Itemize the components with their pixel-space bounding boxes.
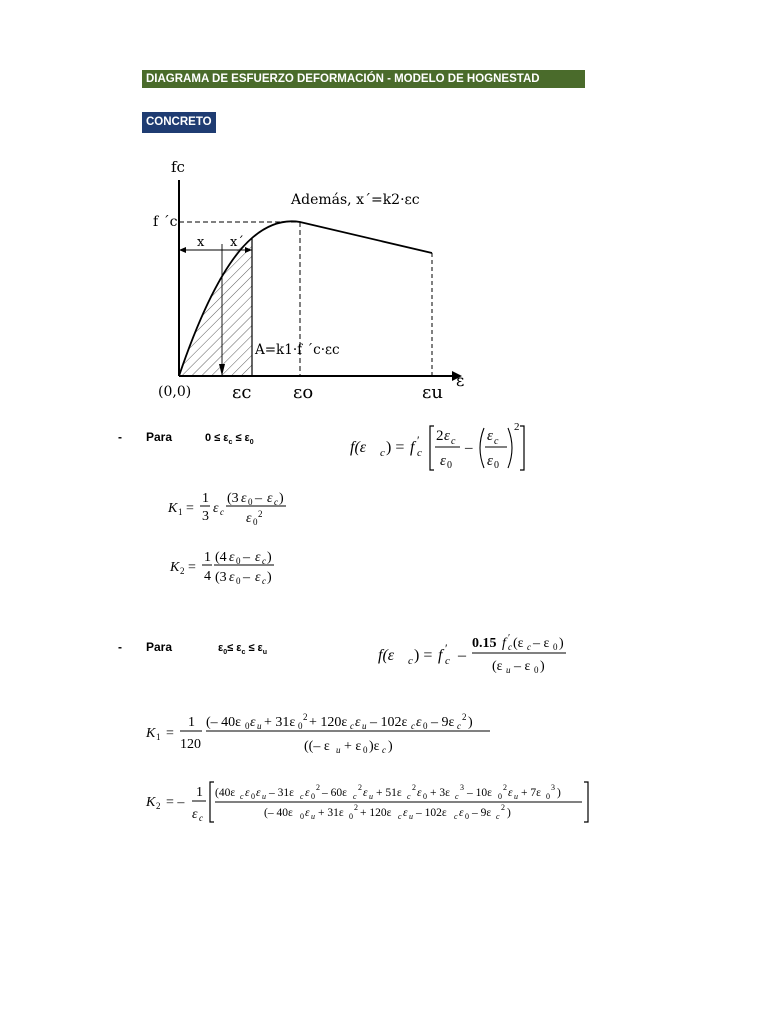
svg-text:c: c bbox=[199, 813, 203, 823]
case1-bullet: - bbox=[118, 430, 122, 444]
formula-k1-case1 bbox=[168, 488, 298, 528]
svg-text:=: = bbox=[186, 501, 194, 516]
case2-condition bbox=[218, 642, 267, 656]
svg-text:K: K bbox=[146, 795, 156, 810]
svg-text:ε: ε bbox=[403, 807, 408, 819]
svg-text:2: 2 bbox=[412, 783, 416, 792]
svg-text:K: K bbox=[168, 501, 178, 516]
svg-text:– 60ε: – 60ε bbox=[322, 787, 347, 799]
svg-text:3: 3 bbox=[551, 783, 555, 792]
svg-text:u: u bbox=[409, 812, 413, 821]
svg-text:2: 2 bbox=[258, 509, 263, 519]
svg-text:ε: ε bbox=[246, 511, 252, 526]
svg-text:–: – bbox=[243, 570, 250, 585]
svg-text:u: u bbox=[257, 721, 262, 731]
svg-text:3: 3 bbox=[460, 783, 464, 792]
svg-text:1: 1 bbox=[202, 491, 209, 506]
svg-text:K: K bbox=[170, 560, 180, 575]
svg-text:–: – bbox=[243, 550, 250, 565]
svg-text:(3: (3 bbox=[227, 491, 239, 506]
svg-text:0: 0 bbox=[236, 556, 241, 566]
svg-text:1: 1 bbox=[196, 785, 203, 800]
svg-text:ε: ε bbox=[508, 787, 513, 799]
case2-para: Para bbox=[146, 640, 173, 654]
svg-text:c: c bbox=[454, 812, 458, 821]
svg-text:c: c bbox=[508, 642, 512, 652]
svg-text:c: c bbox=[445, 655, 450, 667]
case2-sub-0: 0 bbox=[223, 649, 228, 657]
svg-text:(ε: (ε bbox=[492, 659, 503, 674]
svg-text:K: K bbox=[146, 726, 156, 741]
svg-text:f(ε: f(ε bbox=[378, 647, 395, 664]
formula-k2-case2 bbox=[146, 778, 596, 826]
svg-text:ε: ε bbox=[487, 428, 493, 444]
svg-text:f: f bbox=[502, 636, 506, 651]
svg-text:2: 2 bbox=[156, 801, 161, 811]
svg-text:u: u bbox=[362, 721, 367, 731]
svg-text:ε: ε bbox=[245, 787, 250, 799]
svg-text:c: c bbox=[262, 556, 266, 566]
svg-text:c: c bbox=[451, 436, 456, 447]
svg-text:): ) bbox=[468, 715, 473, 730]
svg-text:((– ε: ((– ε bbox=[304, 739, 330, 754]
svg-text:0: 0 bbox=[349, 812, 353, 821]
svg-text:′: ′ bbox=[508, 633, 511, 644]
svg-text:): ) bbox=[557, 787, 561, 799]
svg-text:0: 0 bbox=[311, 792, 315, 801]
case2-sub-c: c bbox=[241, 649, 246, 657]
case1-cond-a: 0 ≤ ε bbox=[205, 432, 229, 444]
formula-k1-case2 bbox=[146, 710, 506, 756]
svg-text:c: c bbox=[494, 436, 499, 447]
svg-text:(4: (4 bbox=[215, 550, 227, 565]
svg-text:c: c bbox=[407, 792, 411, 801]
svg-text:+ 120ε: + 120ε bbox=[360, 807, 392, 819]
svg-text:ε: ε bbox=[305, 787, 310, 799]
svg-text:(40ε: (40ε bbox=[215, 787, 236, 799]
svg-text:) =: ) = bbox=[386, 439, 405, 456]
svg-text:– 9ε: – 9ε bbox=[431, 715, 455, 730]
svg-text:c: c bbox=[455, 792, 459, 801]
svg-text:0: 0 bbox=[236, 576, 241, 586]
svg-text:2: 2 bbox=[462, 712, 467, 722]
svg-text:c: c bbox=[527, 642, 531, 652]
svg-text:′: ′ bbox=[445, 641, 448, 655]
svg-text:2: 2 bbox=[436, 428, 444, 444]
svg-text:0: 0 bbox=[248, 497, 253, 507]
formula-f-parabola bbox=[350, 418, 540, 474]
y-axis-label: fc bbox=[171, 158, 185, 176]
svg-text:0: 0 bbox=[251, 792, 255, 801]
svg-text:– ε: – ε bbox=[514, 659, 531, 674]
case1-para: Para bbox=[146, 430, 173, 444]
svg-text:u: u bbox=[369, 792, 373, 801]
svg-text:u: u bbox=[506, 665, 511, 675]
annotation-area: A=k1·f ´c·εc bbox=[255, 342, 340, 358]
case2-cond-c: ≤ ε bbox=[248, 642, 263, 654]
svg-text:0: 0 bbox=[534, 665, 539, 675]
svg-text:ε: ε bbox=[256, 787, 261, 799]
svg-text:1: 1 bbox=[156, 732, 161, 742]
svg-text:′: ′ bbox=[417, 433, 420, 447]
svg-text:– 31ε: – 31ε bbox=[269, 787, 294, 799]
svg-text:ε: ε bbox=[459, 807, 464, 819]
case1-sub-0: 0 bbox=[249, 439, 254, 447]
svg-text:c: c bbox=[262, 576, 266, 586]
svg-text:0: 0 bbox=[245, 721, 250, 731]
svg-text:ε: ε bbox=[417, 787, 422, 799]
case1-sub-c: c bbox=[228, 439, 233, 447]
formula-k2-case1 bbox=[170, 547, 300, 587]
svg-text:ε: ε bbox=[213, 501, 219, 516]
section-label-text: CONCRETO bbox=[146, 116, 212, 128]
svg-text:): ) bbox=[267, 570, 272, 585]
svg-text:– 102ε: – 102ε bbox=[416, 807, 447, 819]
svg-text:0: 0 bbox=[465, 812, 469, 821]
svg-text:0: 0 bbox=[423, 792, 427, 801]
case2-sub-u: u bbox=[262, 649, 268, 657]
tick-eu-label: εu bbox=[422, 382, 443, 403]
svg-text:c: c bbox=[350, 721, 354, 731]
svg-text:ε: ε bbox=[192, 807, 198, 822]
svg-text:2: 2 bbox=[303, 712, 308, 722]
svg-text:u: u bbox=[336, 745, 341, 755]
svg-text:–: – bbox=[465, 440, 473, 456]
svg-text:ε: ε bbox=[255, 570, 261, 585]
svg-text:0: 0 bbox=[494, 460, 499, 471]
svg-text:f(ε: f(ε bbox=[350, 439, 367, 456]
svg-text:2: 2 bbox=[501, 803, 505, 812]
svg-text:2: 2 bbox=[358, 783, 362, 792]
case2-cond-a: ε bbox=[218, 642, 224, 654]
svg-text:c: c bbox=[496, 812, 500, 821]
svg-text:0: 0 bbox=[298, 721, 303, 731]
svg-text:c: c bbox=[398, 812, 402, 821]
svg-text:+ 7ε: + 7ε bbox=[521, 787, 541, 799]
svg-text:ε: ε bbox=[305, 807, 310, 819]
formula-f-linear bbox=[378, 632, 578, 678]
tick-ec-label: εc bbox=[232, 382, 252, 403]
svg-text:ε: ε bbox=[250, 715, 256, 730]
svg-text:c: c bbox=[300, 792, 304, 801]
case2-cond-b: ≤ ε bbox=[227, 642, 242, 654]
svg-text:ε: ε bbox=[255, 550, 261, 565]
svg-text:=: = bbox=[188, 560, 196, 575]
svg-text:0: 0 bbox=[423, 721, 428, 731]
svg-text:– 102ε: – 102ε bbox=[370, 715, 408, 730]
svg-text:): ) bbox=[507, 807, 511, 819]
svg-text:c: c bbox=[408, 655, 413, 667]
svg-text:+ ε: + ε bbox=[344, 739, 362, 754]
svg-text:f: f bbox=[410, 439, 415, 456]
svg-text:+ 120ε: + 120ε bbox=[309, 715, 348, 730]
svg-text:0: 0 bbox=[447, 460, 452, 471]
case2-bullet: - bbox=[118, 640, 122, 654]
svg-text:0: 0 bbox=[363, 745, 368, 755]
case1-condition bbox=[205, 432, 254, 446]
svg-text:c: c bbox=[411, 721, 415, 731]
svg-text:c: c bbox=[417, 447, 422, 459]
svg-text:ε: ε bbox=[229, 550, 235, 565]
svg-text:0: 0 bbox=[300, 812, 304, 821]
svg-text:1: 1 bbox=[178, 507, 183, 517]
document-title: DIAGRAMA DE ESFUERZO DEFORMACIÓN - MODELO DE HOGNESTAD bbox=[146, 73, 540, 85]
svg-text:2: 2 bbox=[354, 803, 358, 812]
svg-text:ε: ε bbox=[241, 491, 247, 506]
svg-text:– 9ε: – 9ε bbox=[472, 807, 492, 819]
svg-text:c: c bbox=[240, 792, 244, 801]
svg-text:) =: ) = bbox=[414, 647, 433, 664]
svg-text:): ) bbox=[267, 550, 272, 565]
svg-text:0: 0 bbox=[253, 517, 258, 527]
dim-arrow-left bbox=[179, 247, 186, 253]
svg-text:0.15: 0.15 bbox=[472, 636, 497, 651]
peak-label: f ´c bbox=[153, 214, 178, 230]
svg-text:+ 51ε: + 51ε bbox=[376, 787, 402, 799]
origin-label: (0,0) bbox=[158, 384, 192, 400]
svg-text:– 10ε: – 10ε bbox=[467, 787, 492, 799]
svg-text:f: f bbox=[438, 647, 443, 664]
svg-text:u: u bbox=[514, 792, 518, 801]
svg-text:): ) bbox=[388, 739, 393, 754]
svg-text:ε: ε bbox=[363, 787, 368, 799]
svg-text:+ 3ε: + 3ε bbox=[430, 787, 450, 799]
svg-text:= –: = – bbox=[166, 795, 185, 810]
case1-cond-b: ≤ ε bbox=[235, 432, 250, 444]
svg-text:+ 31ε: + 31ε bbox=[264, 715, 296, 730]
dim-x-label: x bbox=[197, 235, 205, 250]
hatched-area bbox=[179, 238, 252, 376]
document-title-banner bbox=[142, 70, 585, 88]
svg-text:0: 0 bbox=[546, 792, 550, 801]
svg-text:(– 40ε: (– 40ε bbox=[206, 715, 242, 730]
x-axis-label: ε bbox=[456, 371, 465, 390]
svg-text:–: – bbox=[255, 491, 262, 506]
svg-text:)ε: )ε bbox=[369, 739, 380, 754]
section-label-concreto bbox=[142, 112, 216, 133]
svg-text:c: c bbox=[353, 792, 357, 801]
svg-text:ε: ε bbox=[355, 715, 361, 730]
svg-text:– ε: – ε bbox=[533, 636, 550, 651]
svg-text:c: c bbox=[220, 507, 224, 517]
svg-text:ε: ε bbox=[444, 428, 450, 444]
stress-strain-diagram bbox=[140, 150, 480, 410]
svg-text:(ε: (ε bbox=[513, 636, 524, 651]
svg-text:ε: ε bbox=[440, 453, 446, 469]
svg-text:–: – bbox=[458, 647, 466, 664]
svg-text:u: u bbox=[262, 792, 266, 801]
svg-text:3: 3 bbox=[202, 509, 209, 524]
svg-text:2: 2 bbox=[316, 783, 320, 792]
svg-text:(3: (3 bbox=[215, 570, 227, 585]
svg-text:c: c bbox=[382, 745, 386, 755]
svg-text:=: = bbox=[166, 726, 174, 741]
dim-x-prime-label: x´ bbox=[230, 235, 244, 250]
svg-text:ε: ε bbox=[229, 570, 235, 585]
svg-text:0: 0 bbox=[498, 792, 502, 801]
svg-text:120: 120 bbox=[180, 737, 201, 752]
svg-text:4: 4 bbox=[204, 569, 211, 584]
svg-text:2: 2 bbox=[514, 421, 520, 433]
svg-text:): ) bbox=[540, 659, 545, 674]
svg-text:(– 40ε: (– 40ε bbox=[264, 807, 293, 819]
svg-text:ε: ε bbox=[487, 453, 493, 469]
tick-eo-label: εo bbox=[293, 382, 314, 403]
svg-text:1: 1 bbox=[204, 550, 211, 565]
svg-text:2: 2 bbox=[180, 566, 185, 576]
svg-text:0: 0 bbox=[553, 642, 558, 652]
svg-text:c: c bbox=[380, 447, 385, 459]
svg-text:1: 1 bbox=[188, 715, 195, 730]
svg-text:2: 2 bbox=[503, 783, 507, 792]
svg-text:c: c bbox=[274, 497, 278, 507]
annotation-top: Además, x´=k2·εc bbox=[291, 192, 420, 208]
svg-text:ε: ε bbox=[267, 491, 273, 506]
svg-text:): ) bbox=[279, 491, 284, 506]
svg-text:): ) bbox=[559, 636, 564, 651]
svg-text:ε: ε bbox=[416, 715, 422, 730]
svg-text:+ 31ε: + 31ε bbox=[318, 807, 344, 819]
svg-text:c: c bbox=[457, 721, 461, 731]
svg-text:u: u bbox=[311, 812, 315, 821]
